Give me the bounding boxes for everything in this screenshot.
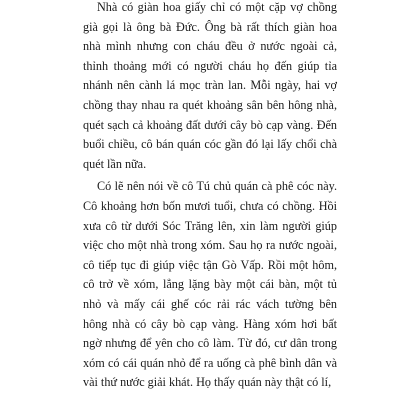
paragraph-2: Có lẽ nên nói về cô Tú chủ quán cà phê cóc này. Cô khoảng hơn bốn mươi tuổi, chưa có chồng. Hồi xưa cô từ dưới Sóc Trăng lên, xin làm người giúp việc cho một nhà trong xóm. Sau họ ra nước ngoài, cô tiếp tục đi giúp việc tận Gò Vấp. Rồi một hôm, cô trở về xóm, lẳng lặng bày một cái bàn, một tủ nhỏ và mấy cái ghế cóc rải rác vách tường bên hông nhà có cây bò cạp vàng. Hàng xóm hơi bất ngờ nhưng để yên cho cô làm. Từ đó, cư dân trong xóm có cái quán nhỏ để ra uống cà phê bình dân và vài thứ nước giải khát. Họ thấy quán này thật có lí, (83, 179, 337, 390)
body-text (83, 0, 337, 393)
paragraph-1: Nhà có giàn hoa giấy chỉ có một cặp vợ chồng già gọi là ông bà Đức. Ông bà rất thích giàn hoa nhà mình nhưng con cháu đều ở nước ngoài cả, thỉnh thoảng mới có người cháu họ đến giúp tỉa nhánh nên cành lá mọc tràn lan. Mỗi ngày, hai vợ chồng thay nhau ra quét khoảng sân bên hông nhà, quét sạch cả khoảng đất dưới cây bò cạp vàng. Đến buổi chiều, cô bán quán cóc gần đó lại lấy chổi chà quét lần nữa. (83, 0, 337, 171)
